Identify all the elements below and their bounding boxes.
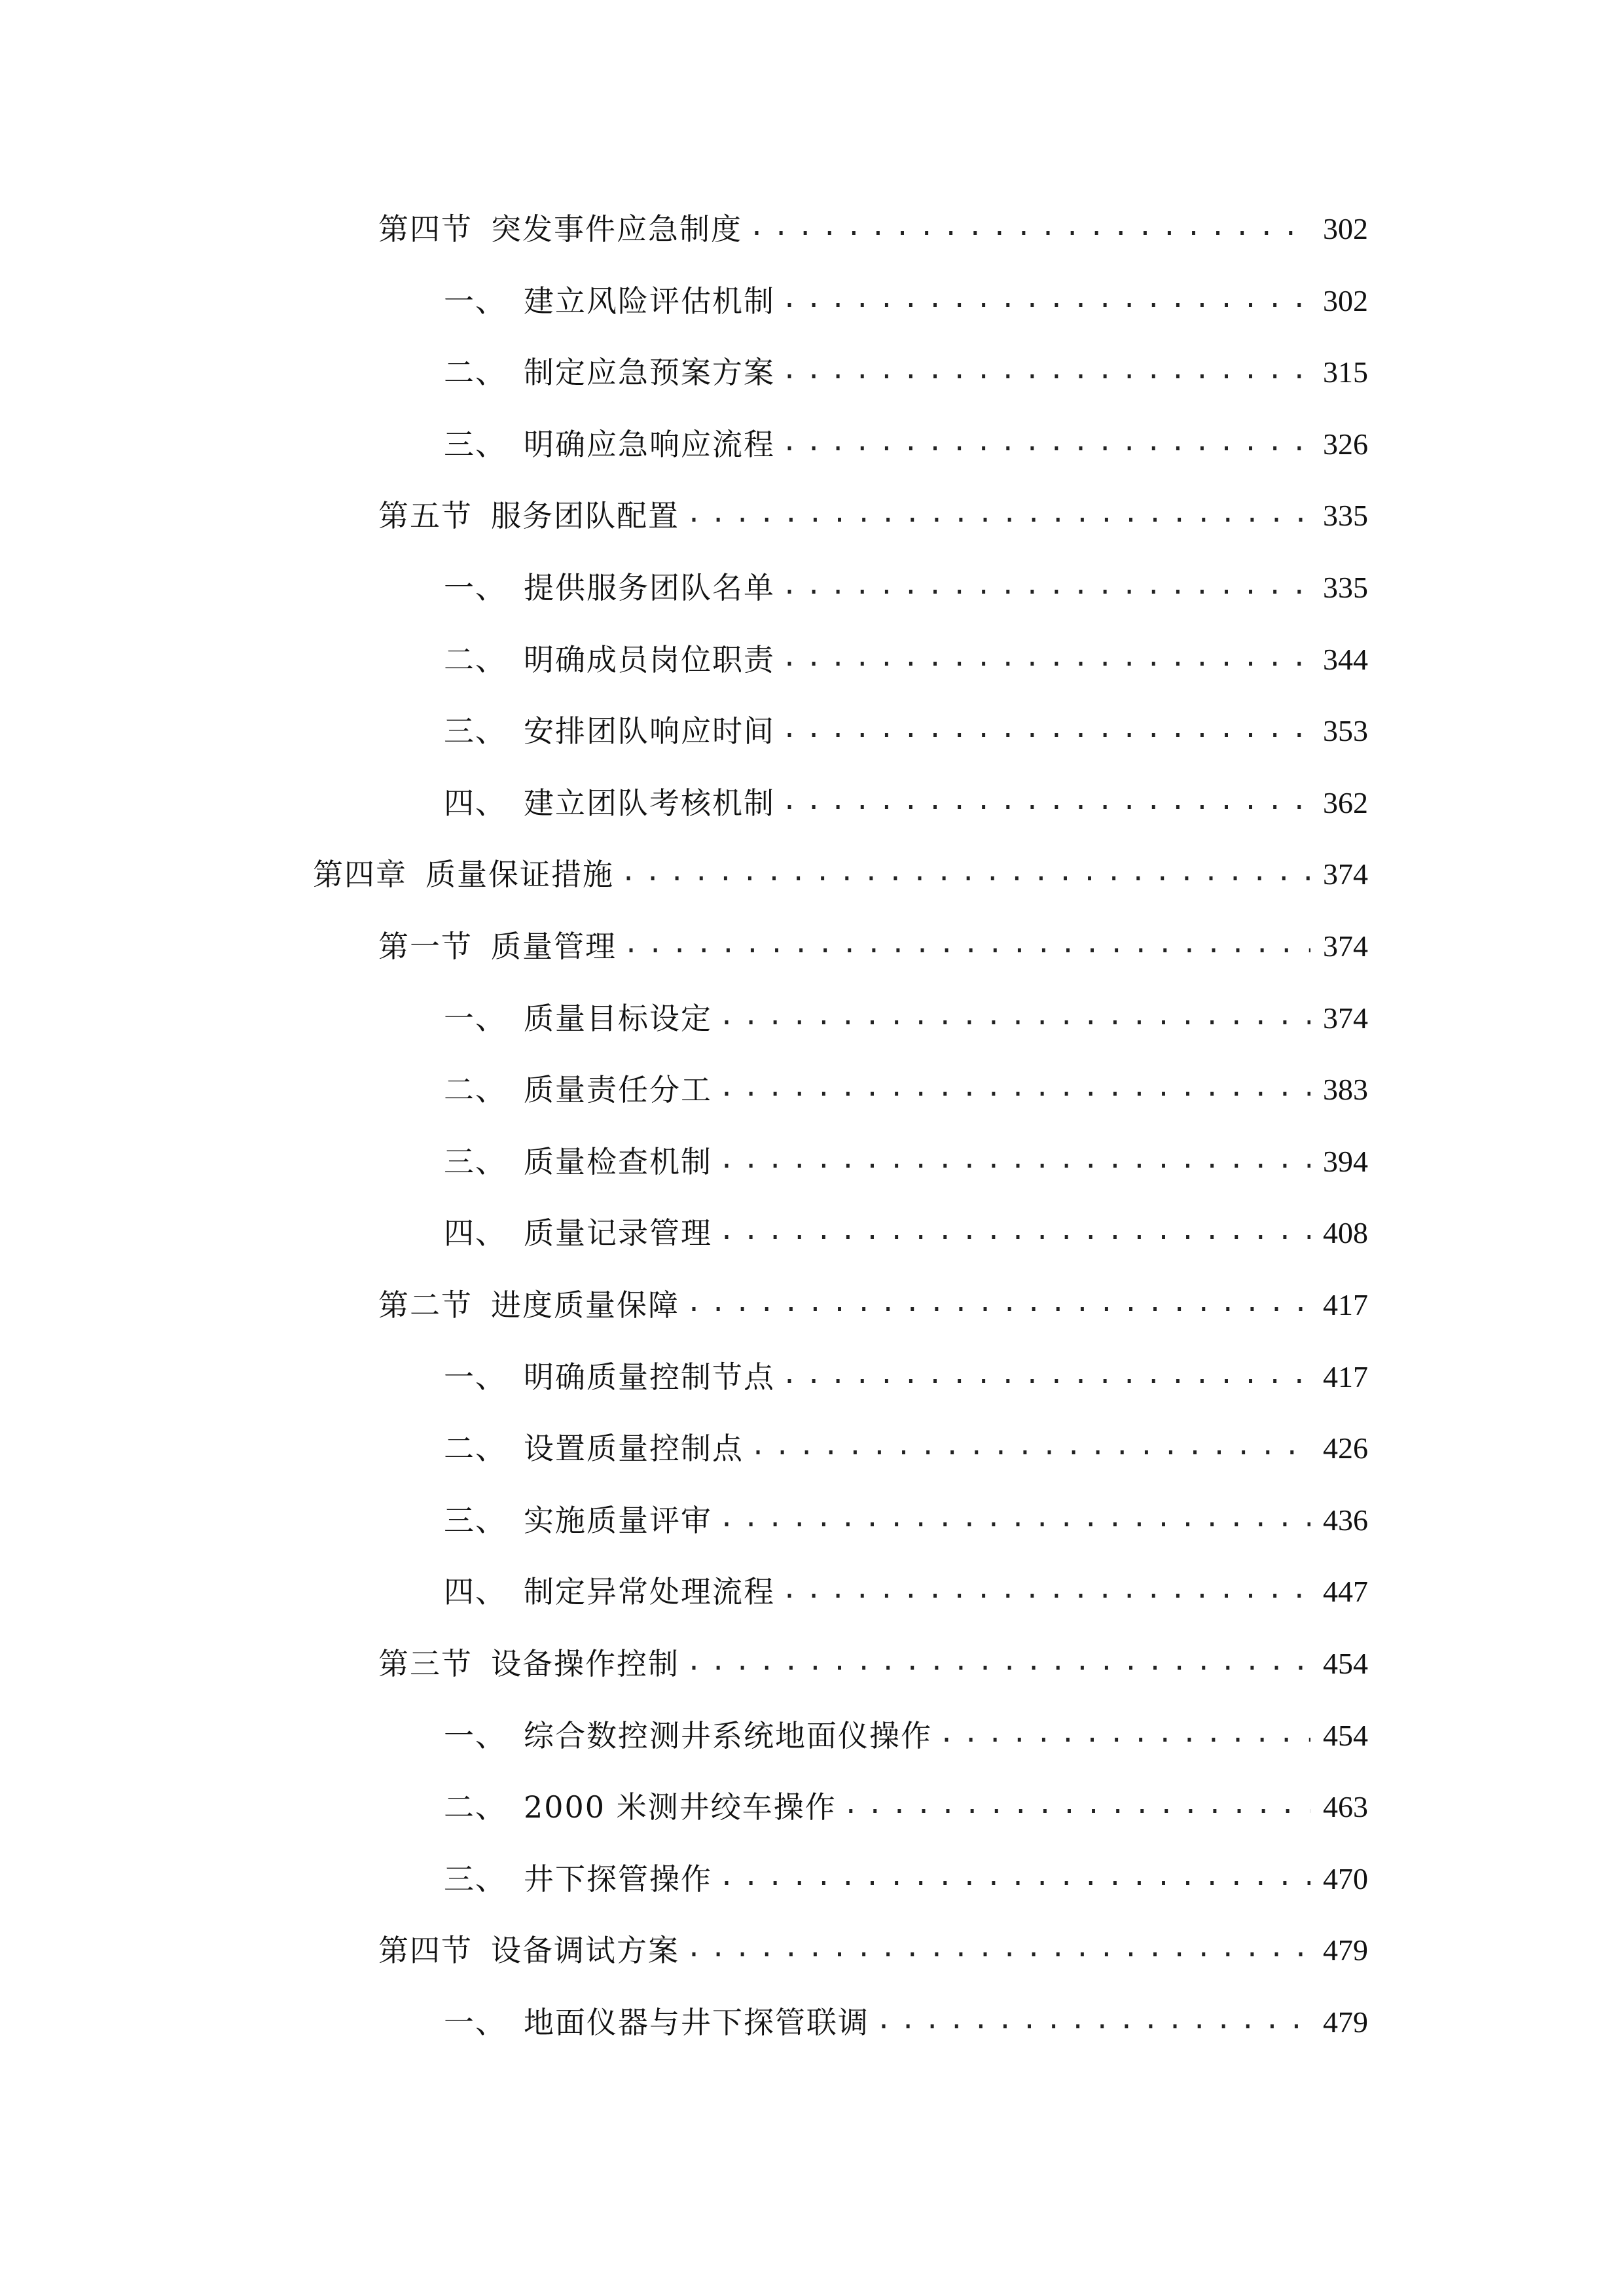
toc-entry-page-number: 374 bbox=[1323, 929, 1368, 963]
toc-entry-page-number: 362 bbox=[1323, 785, 1368, 819]
toc-entry-title: 综合数控测井系统地面仪操作 bbox=[524, 1717, 932, 1753]
toc-entry-number: 第三节 bbox=[378, 1646, 473, 1681]
toc-entry-number: 三、 bbox=[444, 713, 507, 749]
toc-entry-number: 一、 bbox=[444, 2005, 507, 2040]
toc-entry-page-number: 335 bbox=[1323, 499, 1368, 533]
toc-entry-title: 设备调试方案 bbox=[491, 1933, 679, 1969]
toc-dot-leader bbox=[719, 1847, 1310, 1906]
toc-entry-page-number: 383 bbox=[1323, 1073, 1368, 1107]
toc-entry-number: 第四章 bbox=[313, 857, 407, 893]
toc-entry[interactable] bbox=[444, 1778, 1368, 1837]
toc-entry-number: 四、 bbox=[444, 785, 507, 821]
toc-entry-number: 四、 bbox=[444, 1215, 507, 1251]
toc-entry-number: 三、 bbox=[444, 1861, 507, 1897]
toc-entry-number: 一、 bbox=[444, 570, 507, 605]
toc-entry[interactable] bbox=[378, 1921, 1368, 1980]
toc-entry-page-number: 408 bbox=[1323, 1216, 1368, 1250]
toc-entry-title: 建立风险评估机制 bbox=[524, 283, 775, 319]
toc-entry-number: 二、 bbox=[444, 641, 507, 677]
toc-entry-page-number: 417 bbox=[1323, 1359, 1368, 1393]
toc-entry-title: 服务团队配置 bbox=[491, 498, 679, 534]
toc-entry-page-number: 479 bbox=[1323, 2005, 1368, 2039]
toc-dot-leader bbox=[719, 1058, 1310, 1117]
toc-dot-leader bbox=[621, 842, 1310, 901]
toc-entry[interactable] bbox=[444, 558, 1368, 617]
toc-entry[interactable] bbox=[444, 1491, 1368, 1550]
toc-dot-leader bbox=[939, 1704, 1310, 1763]
toc-entry-title: 突发事件应急制度 bbox=[491, 211, 742, 247]
toc-dot-leader bbox=[686, 1632, 1310, 1691]
toc-entry-title: 设备操作控制 bbox=[491, 1646, 679, 1681]
toc-entry[interactable] bbox=[444, 630, 1368, 689]
toc-entry-title: 建立团队考核机制 bbox=[524, 785, 775, 821]
toc-entry-number: 一、 bbox=[444, 1000, 507, 1036]
toc-dot-leader bbox=[719, 986, 1310, 1045]
toc-entry-title: 明确应急响应流程 bbox=[524, 426, 775, 462]
toc-entry[interactable] bbox=[444, 1850, 1368, 1909]
toc-entry-title: 质量管理 bbox=[491, 929, 617, 964]
toc-dot-leader bbox=[623, 914, 1310, 973]
toc-entry-page-number: 426 bbox=[1323, 1431, 1368, 1465]
toc-entry-title: 提供服务团队名单 bbox=[524, 570, 775, 605]
toc-entry[interactable] bbox=[378, 486, 1368, 545]
toc-entry[interactable] bbox=[378, 200, 1368, 259]
toc-entry-title: 明确质量控制节点 bbox=[524, 1359, 775, 1395]
toc-entry[interactable] bbox=[444, 272, 1368, 331]
toc-entry-title: 质量责任分工 bbox=[524, 1072, 712, 1108]
toc-entry-page-number: 447 bbox=[1323, 1575, 1368, 1609]
toc-entry-number: 二、 bbox=[444, 1072, 507, 1108]
toc-entry[interactable] bbox=[444, 1993, 1368, 2052]
toc-entry-page-number: 302 bbox=[1323, 283, 1368, 317]
toc-entry-page-number: 374 bbox=[1323, 857, 1368, 891]
toc-entry-page-number: 454 bbox=[1323, 1647, 1368, 1680]
toc-entry[interactable] bbox=[444, 774, 1368, 833]
toc-dot-leader bbox=[749, 197, 1310, 256]
toc-entry[interactable] bbox=[444, 1132, 1368, 1191]
toc-dot-leader bbox=[782, 556, 1310, 615]
toc-entry-number: 第五节 bbox=[378, 498, 473, 534]
toc-entry[interactable] bbox=[378, 1276, 1368, 1335]
toc-dot-leader bbox=[782, 771, 1310, 830]
toc-dot-leader bbox=[719, 1130, 1310, 1189]
toc-entry-title: 井下探管操作 bbox=[524, 1861, 712, 1897]
toc-dot-leader bbox=[782, 699, 1310, 758]
toc-entry[interactable] bbox=[378, 917, 1368, 976]
toc-dot-leader bbox=[719, 1488, 1310, 1547]
toc-dot-leader bbox=[782, 628, 1310, 687]
toc-entry-page-number: 302 bbox=[1323, 212, 1368, 245]
toc-entry-page-number: 315 bbox=[1323, 355, 1368, 389]
toc-dot-leader bbox=[686, 484, 1310, 543]
toc-entry[interactable] bbox=[444, 343, 1368, 402]
toc-entry[interactable] bbox=[444, 1419, 1368, 1478]
toc-entry[interactable] bbox=[444, 1204, 1368, 1263]
toc-entry[interactable] bbox=[313, 845, 1368, 904]
toc-entry-page-number: 335 bbox=[1323, 571, 1368, 604]
toc-entry-number: 三、 bbox=[444, 426, 507, 462]
toc-entry-page-number: 353 bbox=[1323, 714, 1368, 748]
toc-entry-number: 一、 bbox=[444, 283, 507, 319]
toc-dot-leader bbox=[782, 269, 1310, 328]
toc-entry-page-number: 479 bbox=[1323, 1933, 1368, 1967]
toc-entry[interactable] bbox=[444, 1562, 1368, 1621]
toc-entry-title: 制定应急预案方案 bbox=[524, 355, 775, 391]
toc-entry-number: 第二节 bbox=[378, 1287, 473, 1323]
toc-entry-number: 三、 bbox=[444, 1502, 507, 1538]
toc-entry[interactable] bbox=[444, 1060, 1368, 1119]
toc-entry-title: 制定异常处理流程 bbox=[524, 1574, 775, 1610]
toc-entry-title: 质量目标设定 bbox=[524, 1000, 712, 1036]
toc-entry[interactable] bbox=[444, 415, 1368, 474]
toc-dot-leader bbox=[782, 340, 1310, 399]
toc-entry[interactable] bbox=[444, 1348, 1368, 1407]
toc-entry-page-number: 470 bbox=[1323, 1861, 1368, 1895]
toc-dot-leader bbox=[782, 1345, 1310, 1404]
toc-entry-number: 二、 bbox=[444, 355, 507, 391]
toc-entry-number: 二、 bbox=[444, 1789, 507, 1825]
toc-entry-title: 安排团队响应时间 bbox=[524, 713, 775, 749]
toc-entry-title: 明确成员岗位职责 bbox=[524, 641, 775, 677]
toc-entry-page-number: 344 bbox=[1323, 642, 1368, 676]
toc-entry-page-number: 326 bbox=[1323, 427, 1368, 461]
toc-entry-title: 质量保证措施 bbox=[425, 857, 614, 893]
toc-entry-number: 第四节 bbox=[378, 1933, 473, 1969]
toc-entry-title: 进度质量保障 bbox=[491, 1287, 679, 1323]
toc-entry-page-number: 454 bbox=[1323, 1718, 1368, 1752]
toc-entry-number: 一、 bbox=[444, 1717, 507, 1753]
toc-dot-leader bbox=[686, 1273, 1310, 1332]
toc-entry[interactable] bbox=[444, 989, 1368, 1048]
toc-entry-number: 一、 bbox=[444, 1359, 507, 1395]
toc-entry-number: 四、 bbox=[444, 1574, 507, 1610]
toc-dot-leader bbox=[876, 1990, 1310, 2049]
toc-entry-title: 设置质量控制点 bbox=[524, 1431, 744, 1467]
toc-entry-title: 质量记录管理 bbox=[524, 1215, 712, 1251]
toc-entry-title: 质量检查机制 bbox=[524, 1143, 712, 1179]
toc-dot-leader bbox=[750, 1416, 1310, 1475]
toc-dot-leader bbox=[719, 1201, 1310, 1260]
toc-entry-number: 三、 bbox=[444, 1143, 507, 1179]
toc-dot-leader bbox=[843, 1775, 1310, 1834]
toc-entry-page-number: 374 bbox=[1323, 1001, 1368, 1035]
toc-entry[interactable] bbox=[444, 1706, 1368, 1765]
toc-dot-leader bbox=[686, 1918, 1310, 1977]
toc-entry-number: 二、 bbox=[444, 1431, 507, 1467]
toc-entry-page-number: 436 bbox=[1323, 1503, 1368, 1537]
toc-entry-number: 第四节 bbox=[378, 211, 473, 247]
toc-entry-title: 地面仪器与井下探管联调 bbox=[524, 2005, 869, 2040]
toc-entry[interactable] bbox=[444, 702, 1368, 761]
toc-entry-page-number: 463 bbox=[1323, 1790, 1368, 1824]
toc-dot-leader bbox=[782, 1560, 1310, 1619]
toc-dot-leader bbox=[782, 412, 1310, 471]
toc-entry-page-number: 394 bbox=[1323, 1144, 1368, 1178]
toc-entry-page-number: 417 bbox=[1323, 1288, 1368, 1321]
toc-entry-title: 2000 米测井绞车操作 bbox=[524, 1789, 837, 1825]
toc-entry-number: 第一节 bbox=[378, 929, 473, 964]
toc-entry-title: 实施质量评审 bbox=[524, 1502, 712, 1538]
toc-entry[interactable] bbox=[378, 1634, 1368, 1693]
